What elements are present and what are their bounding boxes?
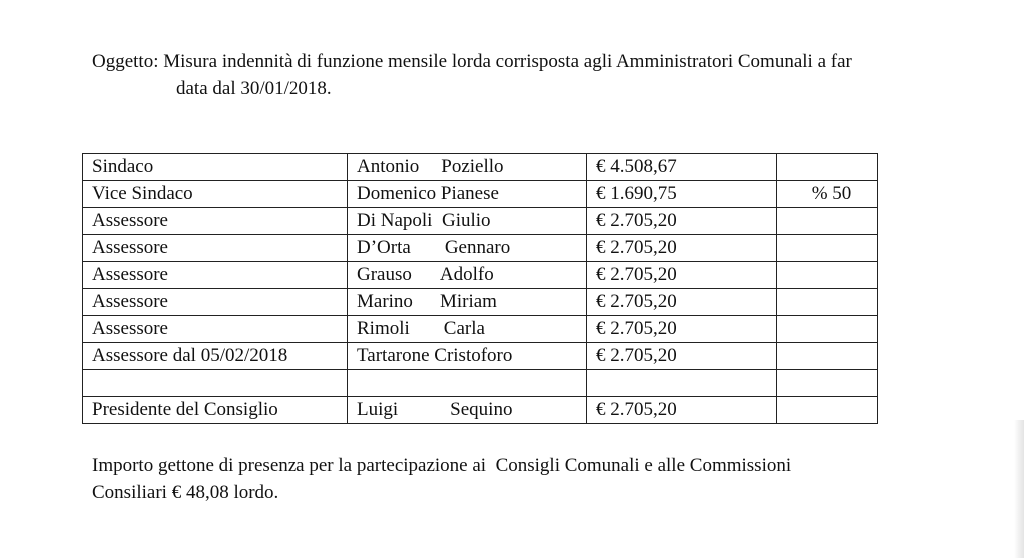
- last-name: Poziello: [441, 156, 504, 177]
- role-cell: Sindaco: [83, 154, 348, 181]
- role-cell: Vice Sindaco: [83, 181, 348, 208]
- page-edge-shadow: [1014, 420, 1024, 558]
- administrators-table: [82, 153, 878, 424]
- last-name: Sequino: [450, 399, 513, 420]
- percent-cell: [777, 208, 878, 235]
- amount-cell: € 2.705,20: [587, 316, 777, 343]
- last-name: Giulio: [441, 210, 491, 231]
- amount-cell: € 1.690,75: [587, 181, 777, 208]
- name-cell: [348, 316, 587, 343]
- subject-line-2: data dal 30/01/2018.: [176, 78, 332, 99]
- first-name: Domenico: [357, 183, 437, 204]
- name-cell: [348, 181, 587, 208]
- last-name: Gennaro: [444, 237, 511, 258]
- percent-cell: [777, 235, 878, 262]
- table-row: [83, 154, 878, 181]
- first-name: Grauso: [357, 264, 412, 285]
- percent-cell: [777, 316, 878, 343]
- role-cell: Assessore dal 05/02/2018: [83, 343, 348, 370]
- name-cell: [348, 370, 587, 397]
- amount-cell: € 2.705,20: [587, 289, 777, 316]
- role-cell: Assessore: [83, 235, 348, 262]
- role-cell: Assessore: [83, 316, 348, 343]
- first-name: Di Napoli: [357, 210, 433, 231]
- amount-cell: € 4.508,67: [587, 154, 777, 181]
- role-cell: [83, 370, 348, 397]
- amount-cell: € 2.705,20: [587, 262, 777, 289]
- amount-cell: € 2.705,20: [587, 397, 777, 424]
- percent-cell: [777, 370, 878, 397]
- name-cell: [348, 208, 587, 235]
- percent-cell: [777, 289, 878, 316]
- attendance-fee-paragraph: [92, 452, 992, 506]
- role-cell: Assessore: [83, 289, 348, 316]
- table-row: [83, 235, 878, 262]
- last-name: Adolfo: [439, 264, 494, 285]
- table-row: [83, 181, 878, 208]
- role-cell: Presidente del Consiglio: [83, 397, 348, 424]
- last-name: Carla: [443, 318, 485, 339]
- name-cell: [348, 235, 587, 262]
- first-name: Antonio: [357, 156, 420, 177]
- last-name: Pianese: [440, 183, 499, 204]
- table-row: [83, 289, 878, 316]
- name-cell: [348, 397, 587, 424]
- subject-paragraph: [92, 48, 1012, 102]
- amount-cell: € 2.705,20: [587, 208, 777, 235]
- footer-line-2: Consiliari € 48,08 lordo.: [92, 482, 279, 503]
- amount-cell: [587, 370, 777, 397]
- last-name: Cristoforo: [434, 345, 513, 366]
- table-row: [83, 208, 878, 235]
- percent-cell: [777, 397, 878, 424]
- first-name: D’Orta: [357, 237, 411, 258]
- name-cell: [348, 343, 587, 370]
- percent-cell: [777, 343, 878, 370]
- last-name: Miriam: [439, 291, 497, 312]
- amount-cell: € 2.705,20: [587, 235, 777, 262]
- subject-line-1: Oggetto: Misura indennità di funzione mensile lorda corrisposta agli Amministratori Comunali a far: [92, 51, 852, 72]
- name-cell: [348, 262, 587, 289]
- table-row: [83, 397, 878, 424]
- table-row-empty: [83, 370, 878, 397]
- first-name: Rimoli: [357, 318, 410, 339]
- administrators-table-body: [83, 154, 878, 424]
- table-row: [83, 316, 878, 343]
- table-row: [83, 343, 878, 370]
- role-cell: Assessore: [83, 208, 348, 235]
- percent-cell: % 50: [777, 181, 878, 208]
- table-row: [83, 262, 878, 289]
- first-name: Tartarone: [357, 345, 430, 366]
- percent-cell: [777, 262, 878, 289]
- role-cell: Assessore: [83, 262, 348, 289]
- amount-cell: € 2.705,20: [587, 343, 777, 370]
- name-cell: [348, 289, 587, 316]
- name-cell: [348, 154, 587, 181]
- percent-cell: [777, 154, 878, 181]
- first-name: Marino: [357, 291, 413, 312]
- footer-line-1: Importo gettone di presenza per la partecipazione ai Consigli Comunali e alle Commissioni: [92, 455, 792, 476]
- first-name: Luigi: [357, 399, 399, 420]
